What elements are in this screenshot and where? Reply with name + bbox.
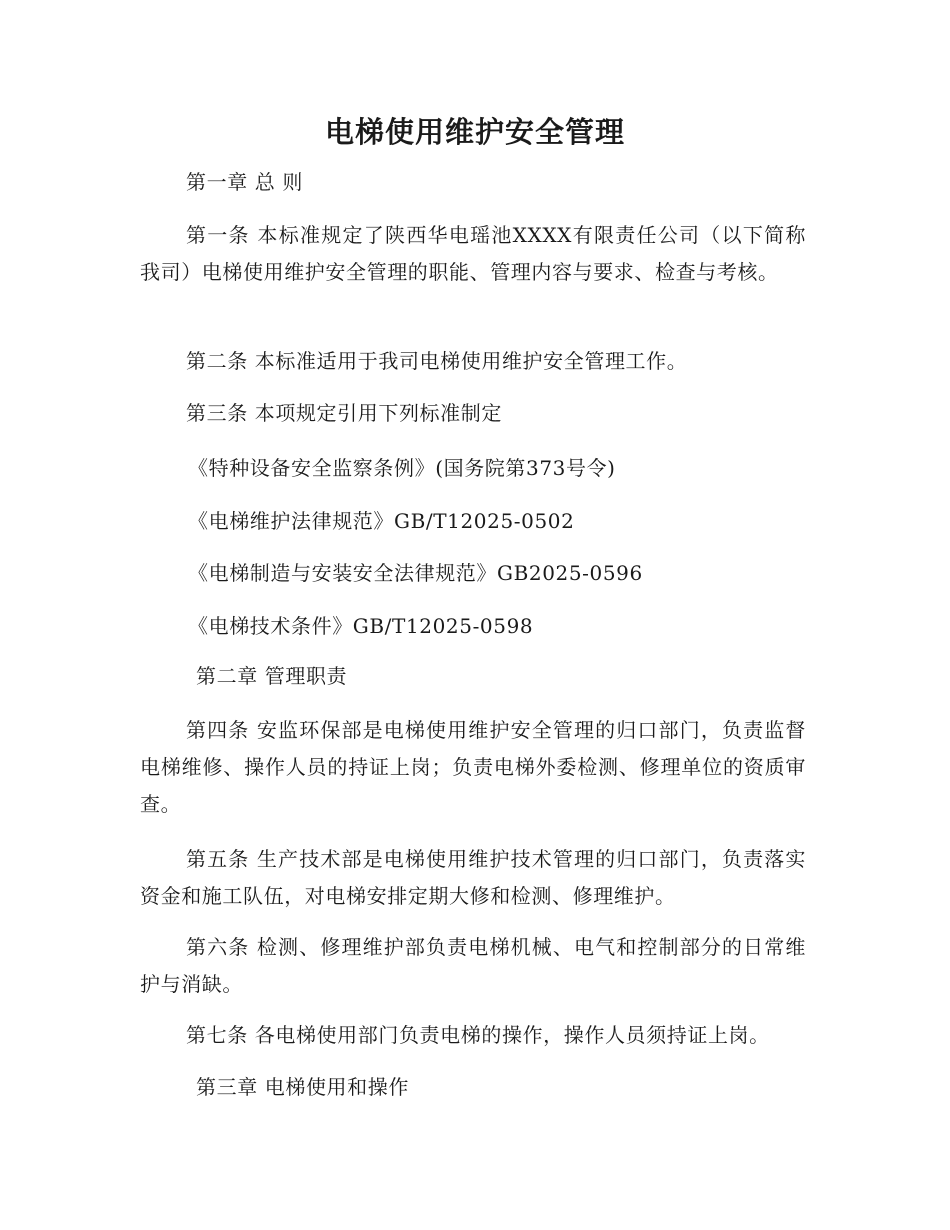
reference-item: 《电梯制造与安装安全法律规范》GB2025-0596	[188, 561, 643, 585]
article-7: 第七条 各电梯使用部门负责电梯的操作，操作人员须持证上岗。	[186, 1023, 770, 1047]
article-1: 第一条 本标准规定了陕西华电瑶池XXXX有限责任公司（以下简称我司）电梯使用维护安全管理的职能、管理内容与要求、检查与考核。	[140, 223, 806, 284]
article-4: 第四条 安监环保部是电梯使用维护安全管理的归口部门，负责监督电梯维修、操作人员的持证上岗；负责电梯外委检测、修理单位的资质审查。	[140, 718, 806, 816]
article-3: 第三条 本项规定引用下列标准制定	[186, 401, 502, 425]
article-6: 第六条 检测、修理维护部负责电梯机械、电气和控制部分的日常维护与消缺。	[140, 935, 806, 996]
reference-item: 《电梯技术条件》GB/T12025-0598	[188, 614, 534, 638]
article-2: 第二条 本标准适用于我司电梯使用维护安全管理工作。	[186, 349, 688, 373]
chapter-1-heading: 第一章 总 则	[186, 170, 303, 194]
document-title: 电梯使用维护安全管理	[324, 115, 625, 149]
reference-item: 《特种设备安全监察条例》(国务院第373号令)	[188, 456, 616, 480]
article-5: 第五条 生产技术部是电梯使用维护技术管理的归口部门，负责落实资金和施工队伍，对电梯安排定期大修和检测、修理维护。	[140, 847, 806, 908]
reference-item: 《电梯维护法律规范》GB/T12025-0502	[188, 509, 575, 533]
chapter-2-heading: 第二章 管理职责	[196, 664, 348, 688]
chapter-3-heading: 第三章 电梯使用和操作	[196, 1075, 409, 1099]
